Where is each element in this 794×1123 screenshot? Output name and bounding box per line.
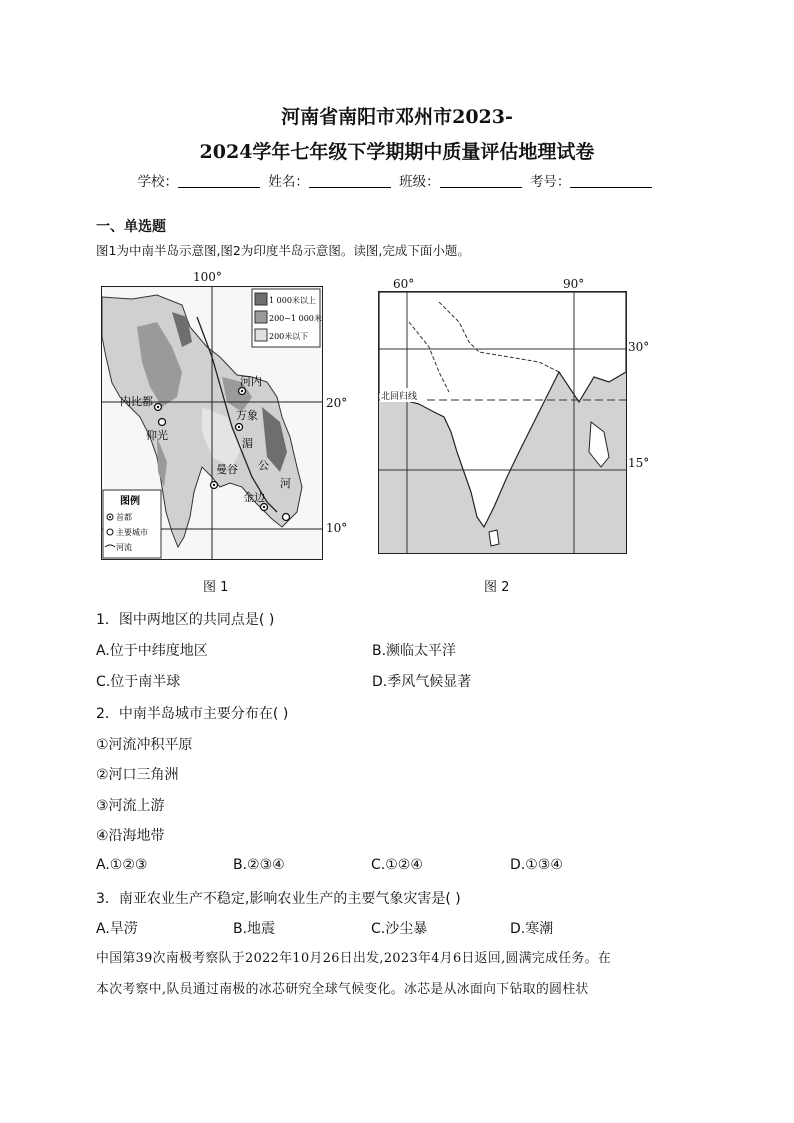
elev-legend-mid: 200~1 000米	[269, 314, 322, 323]
india-map	[378, 291, 627, 554]
q1-option-a[interactable]: A.位于中纬度地区	[96, 643, 208, 659]
passage-line-1: 中国第39次南极考察队于2022年10月26日出发,2023年4月6日返回,圆满完成任务。在	[96, 951, 612, 966]
question-intro: 图1为中南半岛示意图,图2为印度半岛示意图。读图,完成下面小题。	[96, 243, 470, 258]
q3-option-b[interactable]: B.地震	[233, 921, 276, 937]
q2-option-b[interactable]: B.②③④	[233, 857, 285, 873]
city-phnom-penh: 金边	[243, 491, 265, 504]
q2-option-d[interactable]: D.①③④	[510, 857, 563, 873]
q3-option-c[interactable]: C.沙尘暴	[371, 921, 428, 937]
figure1-caption: 图 1	[203, 580, 229, 595]
map1-lat20-label: 20°	[326, 396, 348, 410]
number-label: 考号：	[529, 174, 571, 190]
q2-option-c[interactable]: C.①②④	[371, 857, 423, 873]
legend-river: 河流	[116, 543, 132, 552]
name-label: 姓名：	[268, 174, 309, 190]
name-blank[interactable]	[309, 173, 391, 188]
legend-title: 图例	[120, 496, 140, 507]
passage-line-2: 本次考察中,队员通过南极的冰芯研究全球气候变化。冰芯是从冰面向下钻取的圆柱状	[96, 982, 589, 997]
tropic-of-cancer-label: 北回归线	[381, 392, 418, 402]
q2-item-1: ①河流冲积平原	[96, 737, 193, 753]
question-2-stem: 2．中南半岛城市主要分布在( )	[96, 706, 289, 722]
q2-item-3: ③河流上游	[96, 798, 165, 814]
map2-lon60-label: 60°	[393, 277, 415, 291]
map2-lat15-label: 15°	[628, 456, 650, 470]
city-vientiane: 万象	[236, 409, 258, 422]
elev-legend-high: 1 000米以上	[269, 296, 316, 305]
question-3-stem: 3．南亚农业生产不稳定,影响农业生产的主要气象灾害是( )	[96, 891, 461, 907]
city-yangon: 仰光	[146, 429, 168, 442]
legend-city: 主要城市	[116, 528, 148, 537]
indochina-map-graphic	[102, 287, 322, 559]
river-char-1: 湄	[242, 437, 253, 450]
exam-title-line2: 2024学年七年级下学期期中质量评估地理试卷	[199, 141, 595, 163]
class-blank[interactable]	[440, 173, 522, 188]
figure2-caption: 图 2	[484, 580, 510, 595]
q1-option-d[interactable]: D.季风气候显著	[372, 674, 472, 690]
map2-lat30-label: 30°	[628, 340, 650, 354]
section-title: 一、单选题	[96, 219, 166, 235]
indochina-map	[101, 286, 323, 560]
q3-option-d[interactable]: D.寒潮	[510, 921, 554, 937]
student-info-line	[0, 170, 794, 190]
city-bangkok: 曼谷	[216, 463, 238, 476]
map1-lon-label: 100°	[193, 270, 222, 284]
map2-lon90-label: 90°	[563, 277, 585, 291]
question-1-stem: 1．图中两地区的共同点是( )	[96, 612, 275, 628]
elev-legend-low: 200米以下	[269, 332, 309, 341]
exam-title-line1: 河南省南阳市邓州市2023-	[281, 106, 513, 128]
q1-option-c[interactable]: C.位于南半球	[96, 674, 181, 690]
city-hanoi: 河内	[240, 375, 262, 388]
school-label: 学校：	[137, 174, 179, 190]
legend-capital: 首都	[116, 513, 132, 522]
q3-option-a[interactable]: A.旱涝	[96, 921, 138, 937]
river-char-2: 公	[258, 459, 269, 472]
q1-option-b[interactable]: B.濒临太平洋	[372, 643, 457, 659]
river-char-3: 河	[280, 477, 291, 490]
q2-item-4: ④沿海地带	[96, 828, 165, 844]
class-label: 班级：	[399, 174, 440, 190]
india-map-graphic	[379, 292, 626, 553]
school-blank[interactable]	[178, 173, 260, 188]
q2-option-a[interactable]: A.①②③	[96, 857, 148, 873]
q2-item-2: ②河口三角洲	[96, 767, 179, 783]
city-naypyidaw: 内比都	[120, 395, 153, 408]
map1-lat10-label: 10°	[326, 521, 348, 535]
number-blank[interactable]	[570, 173, 652, 188]
